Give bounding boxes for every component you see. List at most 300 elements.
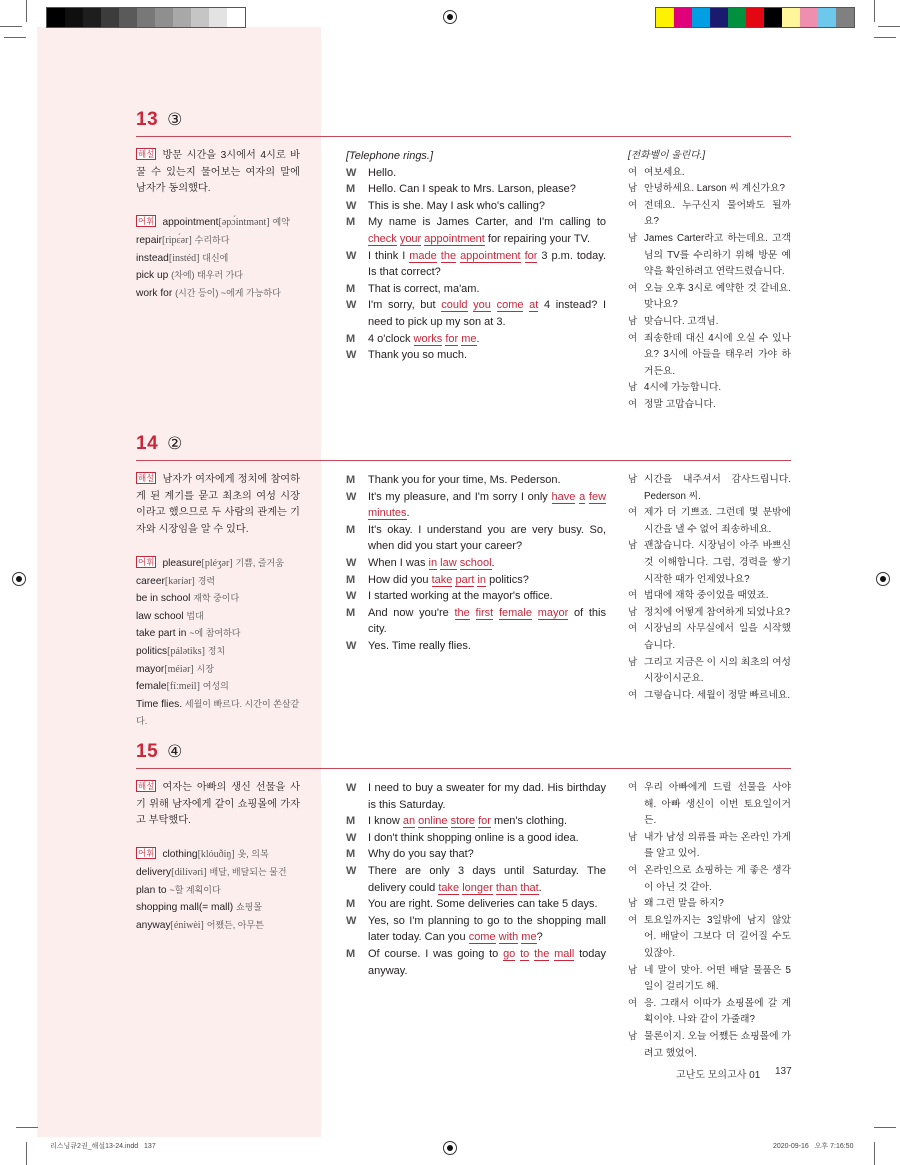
highlighted-phrase: in bbox=[477, 573, 487, 586]
crop-mark bbox=[874, 1142, 875, 1165]
translation-text: 오늘 오후 3시로 예약한 것 같네요. 맞나요? bbox=[644, 282, 791, 311]
registration-mark-icon bbox=[443, 1141, 457, 1155]
vocab-meaning: 어쨌든, 아무튼 bbox=[206, 919, 264, 930]
dialogue-segment: I need to buy a sweater for my dad. His birthday is this Saturday. bbox=[368, 782, 606, 811]
translation-line bbox=[628, 963, 791, 996]
dialogue-line bbox=[346, 813, 606, 830]
speaker-label: W bbox=[346, 782, 357, 794]
speaker-label: 남 bbox=[628, 606, 638, 618]
section-divider bbox=[136, 768, 791, 769]
vocab-word: Time flies. bbox=[136, 698, 183, 710]
speaker-label: W bbox=[346, 490, 357, 503]
dialogue-text bbox=[368, 297, 606, 330]
speaker-label: W bbox=[346, 831, 357, 844]
translation-text: 법대에 재학 중이었을 때였죠. bbox=[644, 590, 769, 602]
highlighted-phrase: made bbox=[409, 249, 437, 262]
color-swatch bbox=[692, 8, 710, 27]
vocab-meaning: 예약 bbox=[272, 217, 290, 228]
translation-line bbox=[628, 688, 791, 705]
color-swatch bbox=[227, 8, 245, 27]
dialogue-text bbox=[368, 331, 606, 348]
color-swatch bbox=[47, 8, 65, 27]
speaker-label: 남 bbox=[628, 898, 638, 910]
page-number: 137 bbox=[775, 1066, 792, 1077]
dialogue-text bbox=[368, 638, 606, 655]
dialogue-line bbox=[346, 281, 606, 298]
highlighted-phrase: check bbox=[368, 232, 397, 245]
highlighted-phrase: appointment bbox=[460, 249, 521, 262]
color-swatch bbox=[728, 8, 746, 27]
translation-line bbox=[628, 472, 791, 505]
vocab-pronunciation: [fíːmeil] bbox=[166, 681, 200, 693]
translation-text: 제가 더 기쁘죠. 그런데 몇 분밖에 시간을 낼 수 없어 죄송하네요. bbox=[644, 507, 791, 535]
vocab-meaning: 옷, 의복 bbox=[237, 849, 269, 860]
speaker-label: M bbox=[346, 606, 356, 619]
registration-mark-icon bbox=[12, 572, 26, 586]
highlighted-phrase: an bbox=[402, 815, 416, 828]
answer-mark: ② bbox=[167, 434, 183, 453]
highlighted-phrase: for bbox=[524, 249, 538, 262]
translation-text: 정치에 어떻게 참여하게 되었나요? bbox=[644, 606, 791, 618]
translation-text: 시간을 내주셔서 감사드립니다. Pederson 씨. bbox=[644, 474, 791, 502]
dialogue-line bbox=[346, 605, 606, 638]
highlighted-phrase: take bbox=[431, 573, 453, 586]
speaker-label: W bbox=[346, 249, 357, 262]
dialogue-segment: 3 p.m. today. Is that correct? bbox=[368, 249, 607, 279]
dialogue-segment: That is correct, ma'am. bbox=[368, 282, 480, 295]
translation-text: 괜찮습니다. 시장님이 아주 바쁘신 것 이해합니다. 그럼, 경력을 쌓기 시작한 때가 언제였나요? bbox=[644, 540, 791, 585]
vocab-pronunciation: [pléʒər] bbox=[201, 557, 233, 569]
vocab-meaning: 여성의 bbox=[202, 681, 229, 692]
speaker-label: 여 bbox=[628, 507, 638, 519]
highlighted-phrase: appointment bbox=[424, 232, 485, 245]
translation-line bbox=[628, 863, 791, 896]
color-swatch bbox=[155, 8, 173, 27]
explanation-tag: 해설 bbox=[138, 473, 155, 483]
color-swatch bbox=[674, 8, 692, 27]
dialogue-line bbox=[346, 863, 606, 896]
translation-stage-direction: [전화벨이 울린다.] bbox=[628, 150, 706, 161]
stage-direction: [Telephone rings.] bbox=[346, 150, 434, 162]
highlighted-phrase: you bbox=[473, 299, 491, 312]
translation-text: James Carter라고 하는데요. 고객님의 TV를 수리하기 위해 방문 예약을 확인하려고 연락드렸습니다. bbox=[644, 232, 791, 278]
english-script bbox=[346, 780, 606, 979]
translation-text: 안녕하세요. Larson 씨 계신가요? bbox=[644, 183, 785, 195]
color-swatch bbox=[764, 8, 782, 27]
speaker-label: 여 bbox=[628, 914, 638, 926]
speaker-label: W bbox=[346, 556, 357, 569]
speaker-label: 여 bbox=[628, 166, 638, 178]
dialogue-segment: 4 instead? I need to pick up my son at 3. bbox=[368, 299, 607, 328]
dialogue-text bbox=[368, 605, 606, 638]
vocab-pronunciation: [ripɛ́ər] bbox=[162, 234, 192, 246]
translation-line bbox=[628, 165, 791, 182]
vocab-item bbox=[136, 555, 300, 573]
dialogue-text bbox=[368, 572, 606, 589]
vocab-meaning: 경력 bbox=[197, 575, 216, 586]
highlighted-phrase: your bbox=[399, 232, 422, 245]
dialogue-segment: My name is James Carter, and I'm calling to bbox=[368, 216, 606, 229]
dialogue-segment: for repairing your TV. bbox=[484, 232, 590, 245]
speaker-label: 남 bbox=[628, 315, 638, 327]
highlighted-phrase: for bbox=[478, 815, 491, 828]
vocab-pronunciation: [pálətiks] bbox=[167, 645, 205, 657]
vocab-word: career bbox=[136, 575, 165, 587]
vocab-item bbox=[136, 661, 300, 679]
translation-line bbox=[628, 830, 791, 863]
speaker-label: M bbox=[346, 848, 356, 861]
color-swatch bbox=[119, 8, 137, 27]
vocab-tag: 어휘 bbox=[138, 848, 155, 859]
vocab-meaning: 배달, 배달되는 물건 bbox=[209, 866, 287, 877]
grayscale-color-bar bbox=[46, 7, 246, 28]
dialogue-line bbox=[346, 522, 606, 555]
crop-mark bbox=[874, 1127, 896, 1128]
dialogue-text bbox=[368, 248, 606, 281]
explanation-tag: 해설 bbox=[138, 781, 155, 791]
crop-mark bbox=[874, 37, 896, 38]
highlighted-phrase: at bbox=[529, 299, 539, 312]
translation-line bbox=[628, 780, 791, 830]
vocab-item bbox=[136, 285, 300, 303]
highlighted-phrase: longer bbox=[462, 881, 493, 894]
speaker-label: 남 bbox=[628, 232, 638, 244]
color-swatch bbox=[818, 8, 836, 27]
highlighted-phrase: that bbox=[520, 881, 539, 894]
dialogue-text bbox=[368, 281, 606, 298]
highlighted-phrase: online bbox=[418, 815, 448, 828]
dialogue-text bbox=[368, 913, 606, 946]
explanation-tag: 해설 bbox=[138, 149, 155, 159]
translation-line bbox=[628, 281, 791, 314]
highlighted-phrase: go bbox=[503, 947, 516, 960]
slug-file-name: 리스닝큐2권_해설13-24.indd 137 bbox=[50, 1143, 156, 1150]
vocab-word: appointment bbox=[162, 217, 219, 229]
crop-mark bbox=[874, 0, 875, 22]
speaker-label: W bbox=[346, 914, 357, 927]
speaker-label: 여 bbox=[628, 590, 638, 602]
question-number: 14 bbox=[136, 433, 159, 454]
explanation-text: 방문 시간을 3시에서 4시로 바꿀 수 있는지 물어보는 여자의 말에 남자가 동의했다. bbox=[136, 150, 300, 195]
translation-line bbox=[628, 621, 791, 654]
vocab-list bbox=[136, 214, 300, 302]
vocab-meaning: (시간 등이) ~에게 가능하다 bbox=[175, 287, 281, 298]
speaker-label: W bbox=[346, 166, 357, 179]
english-script bbox=[346, 148, 606, 364]
section-header bbox=[136, 434, 791, 454]
vocab-item bbox=[136, 267, 300, 285]
translation-line bbox=[628, 1029, 791, 1062]
slug-timestamp: 2020-09-16 오후 7:16:50 bbox=[773, 1143, 854, 1150]
dialogue-segment: Thank you for your time, Ms. Pederson. bbox=[368, 474, 561, 486]
korean-translation bbox=[628, 148, 791, 414]
dialogue-text bbox=[368, 863, 606, 896]
color-swatch bbox=[173, 8, 191, 27]
speaker-label: M bbox=[346, 474, 356, 486]
vocab-list bbox=[136, 846, 300, 934]
highlighted-phrase: few bbox=[588, 490, 607, 503]
translation-line bbox=[628, 397, 791, 414]
vocab-tag: 어휘 bbox=[138, 216, 155, 227]
translation-text: 우리 아빠에게 드릴 선물을 사야 해. 아빠 생신이 이번 토요일이거든. bbox=[644, 782, 791, 827]
highlighted-phrase: part bbox=[455, 573, 475, 586]
dialogue-segment: today anyway. bbox=[368, 947, 606, 977]
vocab-meaning: ~에 참여하다 bbox=[189, 628, 241, 639]
vocab-word: delivery bbox=[136, 866, 172, 878]
highlighted-phrase: the bbox=[454, 606, 470, 619]
dialogue-line bbox=[346, 181, 606, 198]
dialogue-segment: And now you're bbox=[368, 606, 455, 619]
dialogue-text bbox=[368, 555, 606, 572]
speaker-label: 여 bbox=[628, 782, 638, 793]
vocab-meaning: (차에) 태우러 가다 bbox=[171, 270, 243, 281]
highlighted-phrase: the bbox=[534, 947, 550, 960]
vocab-word: pick up bbox=[136, 270, 169, 282]
translation-line bbox=[628, 913, 791, 963]
speaker-label: M bbox=[346, 898, 356, 911]
translation-line bbox=[628, 314, 791, 331]
explanation-column bbox=[136, 780, 300, 934]
vocab-word: pleasure bbox=[162, 557, 202, 569]
vocab-word: be in school bbox=[136, 593, 191, 605]
highlighted-phrase: take bbox=[438, 881, 460, 894]
vocab-item bbox=[136, 846, 300, 864]
explanation bbox=[136, 780, 300, 830]
crop-mark bbox=[4, 37, 26, 38]
dialogue-line bbox=[346, 846, 606, 863]
speaker-label: W bbox=[346, 299, 357, 312]
speaker-label: 여 bbox=[628, 689, 638, 701]
speaker-label: 여 bbox=[628, 623, 638, 635]
explanation bbox=[136, 148, 300, 198]
dialogue-segment: . bbox=[476, 332, 480, 345]
vocab-item bbox=[136, 864, 300, 882]
speaker-label: 남 bbox=[628, 656, 638, 668]
highlighted-phrase: come bbox=[468, 931, 496, 944]
speaker-label: 남 bbox=[628, 1030, 638, 1042]
answer-mark: ③ bbox=[167, 110, 183, 129]
color-swatch bbox=[137, 8, 155, 27]
vocab-word: anyway bbox=[136, 919, 171, 931]
vocab-item bbox=[136, 608, 300, 626]
dialogue-segment: I think I bbox=[368, 249, 410, 262]
dialogue-line bbox=[346, 896, 606, 913]
dialogue-text bbox=[368, 472, 606, 489]
answer-mark: ④ bbox=[167, 742, 183, 761]
dialogue-text bbox=[368, 522, 606, 555]
speaker-label: 남 bbox=[628, 540, 638, 552]
vocab-word: instead bbox=[136, 252, 169, 264]
dialogue-segment: How did you bbox=[368, 573, 432, 586]
dialogue-line bbox=[346, 913, 606, 946]
vocab-pronunciation: [instéd] bbox=[168, 252, 200, 264]
vocab-meaning: 정치 bbox=[207, 645, 226, 656]
speaker-label: W bbox=[346, 864, 357, 877]
dialogue-segment: politics? bbox=[486, 573, 529, 586]
highlighted-phrase: the bbox=[440, 249, 457, 262]
dialogue-segment: Thank you so much. bbox=[368, 349, 468, 362]
dialogue-segment: ? bbox=[536, 931, 543, 944]
dialogue-segment: . bbox=[538, 881, 542, 894]
dialogue-line bbox=[346, 555, 606, 572]
dialogue-text bbox=[368, 946, 606, 979]
dialogue-text bbox=[368, 813, 606, 830]
dialogue-text bbox=[368, 896, 606, 913]
speaker-label: M bbox=[346, 332, 356, 345]
vocab-meaning: 시장 bbox=[196, 663, 214, 674]
vocab-pronunciation: [dilívəri] bbox=[171, 866, 207, 878]
highlighted-phrase: store bbox=[450, 815, 476, 828]
color-swatch bbox=[656, 8, 674, 27]
speaker-label: 여 bbox=[628, 332, 638, 344]
dialogue-text bbox=[368, 846, 606, 863]
dialogue-line bbox=[346, 946, 606, 979]
vocab-item bbox=[136, 678, 300, 696]
speaker-label: M bbox=[346, 183, 356, 196]
dialogue-text bbox=[368, 165, 606, 182]
translation-line bbox=[628, 331, 791, 381]
dialogue-segment: Yes. Time really flies. bbox=[368, 639, 471, 652]
speaker-label: M bbox=[346, 282, 356, 295]
korean-translation bbox=[628, 472, 791, 704]
dialogue-segment: When I was bbox=[368, 556, 429, 569]
speaker-label: 남 bbox=[628, 964, 638, 976]
translation-text: 왜 그런 말을 하지? bbox=[644, 898, 724, 910]
translation-text: 토요일까지는 3일밖에 남지 않았어. 배달이 그보다 더 길어질 수도 있잖아. bbox=[644, 914, 791, 959]
translation-text: 온라인으로 쇼핑하는 게 좋은 생각이 아닌 것 같아. bbox=[644, 864, 791, 893]
translation-line bbox=[628, 655, 791, 688]
highlighted-phrase: me bbox=[461, 332, 477, 345]
translation-line bbox=[628, 538, 791, 588]
dialogue-segment: It's okay. I understand you are very busy. So, when did you start your career? bbox=[368, 523, 606, 553]
translation-line bbox=[628, 896, 791, 913]
translation-text: 네 말이 맞아. 어떤 배달 물품은 5일이 걸리기도 해. bbox=[644, 964, 791, 993]
speaker-label: 여 bbox=[628, 864, 638, 876]
color-swatch bbox=[710, 8, 728, 27]
vocab-word: law school bbox=[136, 610, 184, 622]
dialogue-line bbox=[346, 214, 606, 247]
vocab-pronunciation: [əpɔ́intmənt] bbox=[218, 217, 270, 229]
dialogue-segment: of this city. bbox=[368, 606, 606, 636]
book-title: 고난도 모의고사 01 bbox=[676, 1070, 761, 1081]
vocab-word: clothing bbox=[162, 849, 198, 861]
dialogue-segment: You are right. Some deliveries can take 5 days. bbox=[368, 898, 598, 911]
vocab-item bbox=[136, 250, 300, 268]
vocab-pronunciation: [méiər] bbox=[164, 663, 194, 675]
vocab-pronunciation: [éniwèi] bbox=[170, 919, 204, 931]
speaker-label: W bbox=[346, 349, 357, 362]
translation-line bbox=[628, 996, 791, 1029]
translation-text: 그리고 지금은 이 시의 최초의 여성 시장이시군요. bbox=[644, 656, 791, 685]
color-swatch bbox=[191, 8, 209, 27]
dialogue-segment: I started working at the mayor's office. bbox=[368, 590, 553, 603]
vocab-item bbox=[136, 917, 300, 935]
dialogue-line bbox=[346, 331, 606, 348]
translation-text: 죄송한데 대신 4시에 오실 수 있나요? 3시에 아들을 태우러 가야 하거든요. bbox=[644, 332, 791, 377]
vocab-item bbox=[136, 882, 300, 900]
dialogue-segment: I know bbox=[368, 815, 403, 828]
dialogue-segment: There are only 3 days until Saturday. The delivery could bbox=[368, 864, 606, 894]
vocab-word: repair bbox=[136, 234, 163, 246]
translation-text: 시장님의 사무실에서 일을 시작했습니다. bbox=[644, 623, 791, 651]
dialogue-line bbox=[346, 165, 606, 182]
vocab-pronunciation: [klóuðiŋ] bbox=[197, 849, 235, 861]
vocab-word: politics bbox=[136, 645, 168, 657]
translation-text: 물론이지. 오늘 어쨌든 쇼핑몰에 가려고 했었어. bbox=[644, 1030, 791, 1059]
translation-text: 전데요. 누구신지 물어봐도 될까요? bbox=[644, 199, 791, 228]
color-swatch bbox=[209, 8, 227, 27]
highlighted-phrase: for bbox=[445, 332, 459, 345]
vocab-word: mayor bbox=[136, 663, 165, 675]
vocab-word: take part in bbox=[136, 628, 187, 640]
crop-mark bbox=[26, 1142, 27, 1165]
question-number: 13 bbox=[136, 109, 159, 130]
dialogue-segment: Of course. I was going to bbox=[368, 947, 504, 960]
color-swatch bbox=[800, 8, 818, 27]
translation-line bbox=[628, 231, 791, 281]
vocab-pronunciation: [kəríər] bbox=[164, 575, 195, 587]
vocab-word: shopping mall(= mall) bbox=[136, 902, 234, 914]
color-swatch bbox=[101, 8, 119, 27]
translation-text: 맞습니다. 고객님. bbox=[644, 315, 719, 327]
english-script bbox=[346, 472, 606, 655]
speaker-label: 여 bbox=[628, 282, 638, 294]
dialogue-line bbox=[346, 297, 606, 330]
dialogue-segment: It's my pleasure, and I'm sorry I only bbox=[368, 490, 552, 503]
highlighted-phrase: works bbox=[413, 332, 443, 345]
dialogue-line bbox=[346, 347, 606, 364]
dialogue-segment: Yes, so I'm planning to go to the shopping mall later today. Can you bbox=[368, 914, 606, 944]
question-section-15 bbox=[136, 741, 791, 1059]
color-swatch bbox=[836, 8, 854, 27]
highlighted-phrase: law bbox=[440, 556, 457, 569]
dialogue-text bbox=[368, 214, 606, 247]
speaker-label: W bbox=[346, 590, 357, 603]
question-section-13 bbox=[136, 109, 791, 410]
vocab-meaning: 세월이 빠르다. 시간이 쏜살같다. bbox=[136, 698, 300, 727]
vocab-meaning: 쇼핑몰 bbox=[235, 902, 263, 913]
highlighted-phrase: come bbox=[496, 299, 524, 312]
translation-line bbox=[628, 505, 791, 538]
speaker-label: W bbox=[346, 639, 357, 652]
dialogue-text bbox=[368, 588, 606, 605]
vocab-meaning: 재학 중이다 bbox=[193, 593, 240, 604]
vocab-meaning: 기쁨, 즐거움 bbox=[235, 557, 284, 568]
highlighted-phrase: have bbox=[551, 490, 576, 503]
dialogue-text bbox=[368, 830, 606, 847]
section-header bbox=[136, 110, 791, 130]
dialogue-segment: Hello. Can I speak to Mrs. Larson, please? bbox=[368, 183, 576, 196]
speaker-label: M bbox=[346, 216, 356, 229]
vocab-list bbox=[136, 555, 300, 731]
speaker-label: M bbox=[346, 573, 356, 586]
registration-mark-icon bbox=[876, 572, 890, 586]
dialogue-line bbox=[346, 248, 606, 281]
explanation-column bbox=[136, 148, 300, 302]
dialogue-text bbox=[368, 181, 606, 198]
translation-text: 내가 남성 의류를 파는 온라인 가게를 알고 있어. bbox=[644, 831, 791, 860]
crop-mark bbox=[878, 26, 900, 27]
vocab-item bbox=[136, 899, 300, 917]
dialogue-line bbox=[346, 780, 606, 813]
vocab-meaning: 법대 bbox=[186, 610, 204, 621]
explanation-column bbox=[136, 472, 300, 731]
dialogue-line bbox=[346, 638, 606, 655]
speaker-label: 남 bbox=[628, 382, 638, 394]
translation-line bbox=[628, 605, 791, 622]
translation-text: 4시에 가능합니다. bbox=[644, 382, 722, 394]
speaker-label: 남 bbox=[628, 831, 638, 843]
